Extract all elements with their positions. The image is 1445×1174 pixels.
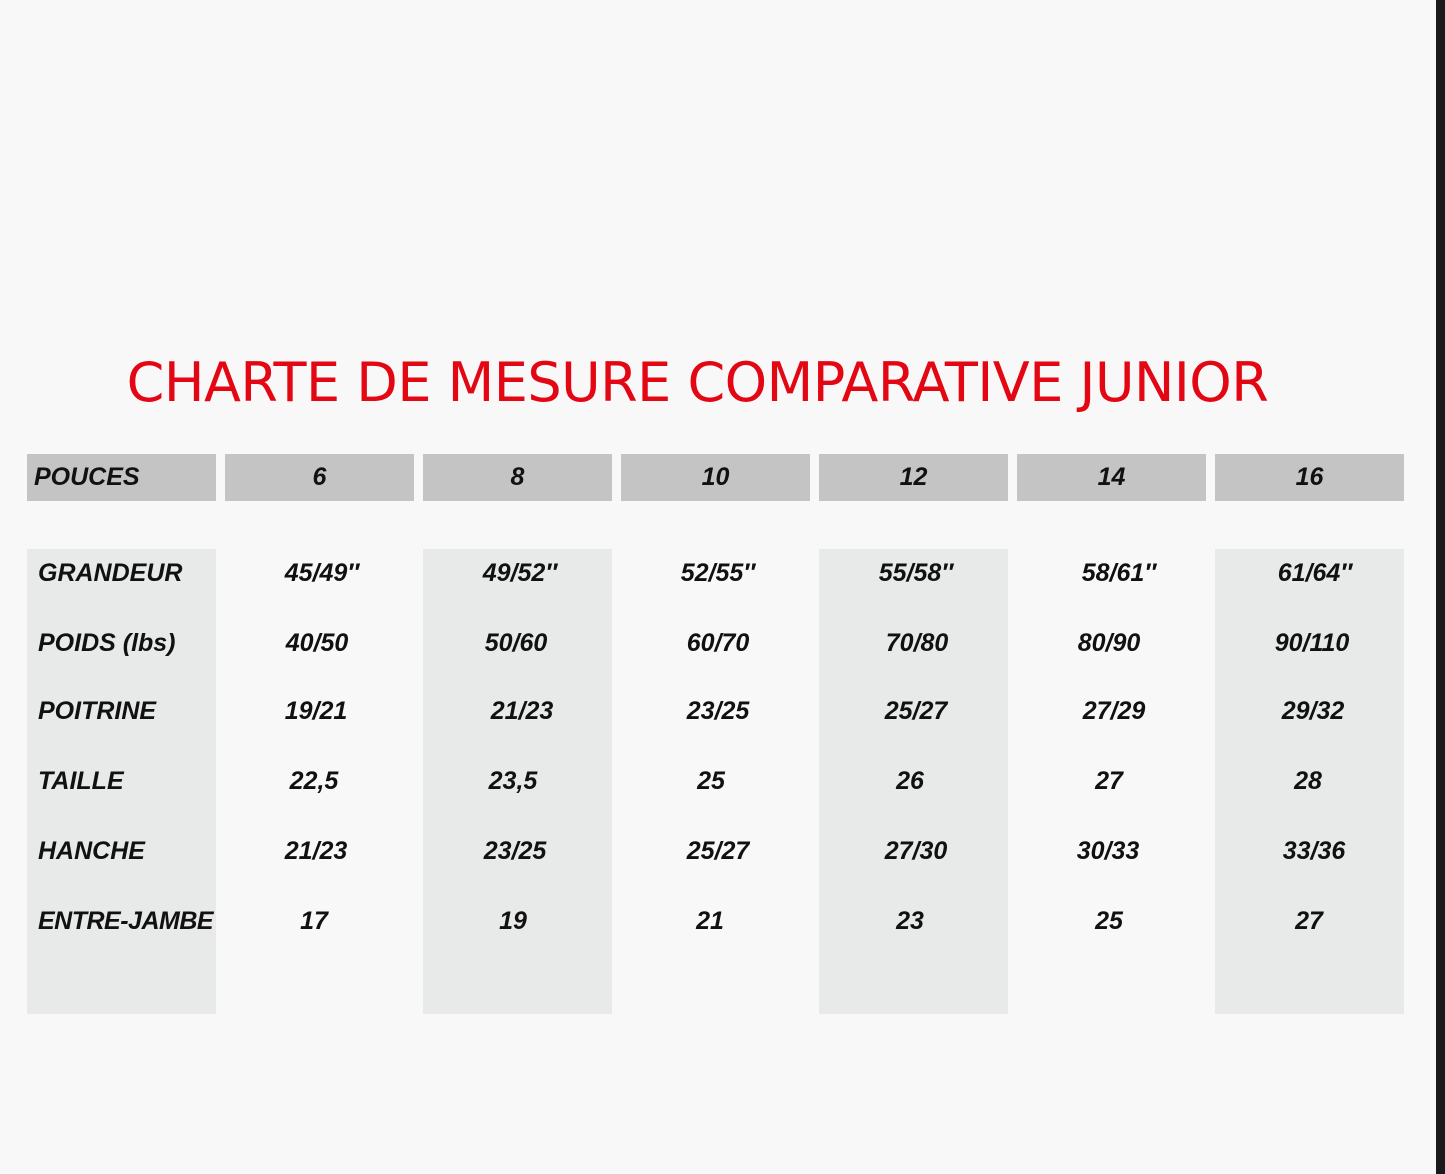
table-cell: 17 bbox=[300, 907, 328, 935]
table-cell: 60/70 bbox=[686, 629, 750, 657]
table-cell: 40/50 bbox=[285, 629, 349, 657]
table-cell: 25 bbox=[1095, 907, 1123, 935]
table-cell: 27 bbox=[1295, 907, 1323, 935]
table-cell: 45/49″ bbox=[284, 559, 360, 587]
table-cell: 19/21 bbox=[284, 697, 348, 725]
header-label-pouces: POUCES bbox=[27, 454, 216, 501]
table-cell: 25/27 bbox=[686, 837, 750, 865]
table-cell: 27/29 bbox=[1082, 697, 1146, 725]
header-size-16: 16 bbox=[1215, 454, 1404, 501]
table-cell: 25 bbox=[697, 767, 725, 795]
table-cell: 49/52″ bbox=[482, 559, 558, 587]
table-cell: 55/58″ bbox=[878, 559, 954, 587]
row-label-poitrine: POITRINE bbox=[38, 697, 157, 725]
table-cell: 23,5 bbox=[488, 767, 538, 795]
row-label-taille: TAILLE bbox=[38, 767, 124, 795]
table-cell: 90/110 bbox=[1274, 629, 1350, 657]
header-size-8: 8 bbox=[423, 454, 612, 501]
table-cell: 23 bbox=[896, 907, 924, 935]
table-cell: 27 bbox=[1095, 767, 1123, 795]
header-size-10: 10 bbox=[621, 454, 810, 501]
row-label-entre-jambe: ENTRE-JAMBE bbox=[38, 907, 214, 935]
header-size-14: 14 bbox=[1017, 454, 1206, 501]
row-label-hanche: HANCHE bbox=[38, 837, 145, 865]
table-cell: 23/25 bbox=[686, 697, 750, 725]
table-cell: 19 bbox=[499, 907, 527, 935]
table-cell: 30/33 bbox=[1076, 837, 1140, 865]
table-cell: 29/32 bbox=[1281, 697, 1345, 725]
table-cell: 61/64″ bbox=[1277, 559, 1353, 587]
table-cell: 70/80 bbox=[885, 629, 949, 657]
header-size-6: 6 bbox=[225, 454, 414, 501]
row-label-poids: POIDS (lbs) bbox=[38, 629, 176, 657]
table-cell: 21/23 bbox=[490, 697, 554, 725]
table-cell: 50/60 bbox=[484, 629, 548, 657]
row-label-grandeur: GRANDEUR bbox=[38, 559, 183, 587]
table-cell: 22,5 bbox=[289, 767, 339, 795]
table-cell: 26 bbox=[896, 767, 924, 795]
table-cell: 33/36 bbox=[1282, 837, 1346, 865]
table-cell: 25/27 bbox=[884, 697, 948, 725]
table-cell: 58/61″ bbox=[1081, 559, 1157, 587]
header-size-12: 12 bbox=[819, 454, 1008, 501]
window-right-edge bbox=[1436, 0, 1445, 1174]
table-cell: 21/23 bbox=[284, 837, 348, 865]
chart-title: CHARTE DE MESURE COMPARATIVE JUNIOR bbox=[126, 351, 1269, 414]
table-cell: 23/25 bbox=[483, 837, 547, 865]
table-cell: 28 bbox=[1294, 767, 1322, 795]
table-cell: 80/90 bbox=[1077, 629, 1141, 657]
table-cell: 27/30 bbox=[884, 837, 948, 865]
table-cell: 52/55″ bbox=[680, 559, 756, 587]
table-cell: 21 bbox=[696, 907, 724, 935]
